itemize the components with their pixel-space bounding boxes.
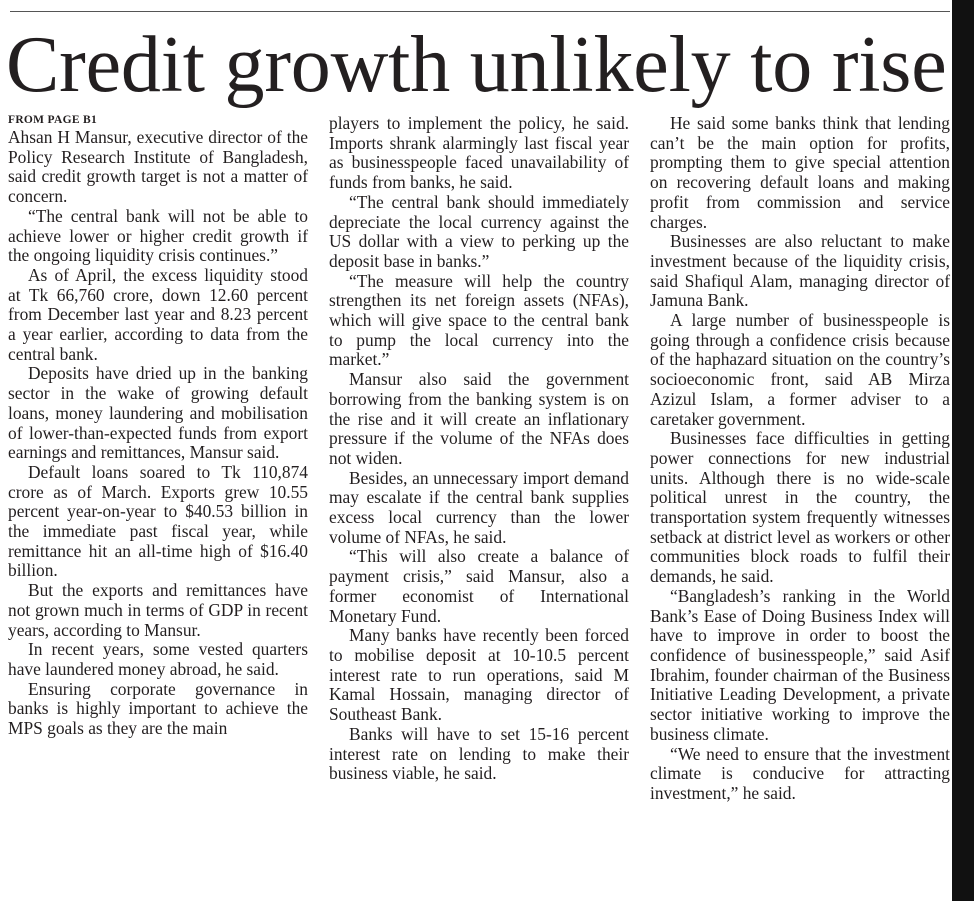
paragraph: Ensuring corporate governance in banks is highly important to achieve the MPS goals as they are the main: [8, 678, 308, 739]
paragraph: Businesses face difficulties in getting power connections for new industrial units. Although there is no wide-scale political unrest in the country, the transportation system frequently witnesses setback at district level as workers or other communities block roads to fulfil their demands, he said.: [650, 428, 950, 587]
kicker: FROM PAGE B1: [8, 114, 97, 126]
paragraph: Ahsan H Mansur, executive director of the Policy Research Institute of Bangladesh, said credit growth target is not a matter of concern.: [8, 127, 308, 207]
right-edge-bar: [952, 0, 974, 901]
paragraph: “The central bank should immediately depreciate the local currency against the US dollar with a view to perking up the deposit base in banks.”: [329, 191, 629, 271]
paragraph: A large number of businesspeople is going through a confidence crisis because of the haphazard situation on the country’s socioeconomic front, said AB Mirza Azizul Islam, a former adviser to a caretaker government.: [650, 310, 950, 429]
article-column-3: [650, 114, 950, 804]
paragraph: Mansur also said the government borrowing from the banking system is on the rise and it will create an inflationary pressure if the volume of the NFAs does not widen.: [329, 369, 629, 468]
paragraph: Besides, an unnecessary import demand may escalate if the central bank supplies excess local currency than the lower volume of NFAs, he said.: [329, 467, 629, 547]
paragraph: Deposits have dried up in the banking sector in the wake of growing default loans, money laundering and mobilisation of lower-than-expected funds from export earnings and remittances, Mansur said.: [8, 363, 308, 463]
paragraph: But the exports and remittances have not grown much in terms of GDP in recent years, according to Mansur.: [8, 580, 308, 640]
paragraph: As of April, the excess liquidity stood at Tk 66,760 crore, down 12.60 percent from December last year and 8.23 percent a year earlier, according to data from the central bank.: [8, 264, 308, 364]
paragraph: He said some banks think that lending can’t be the main option for profits, prompting them to give special attention on recovering default loans and making profit from commission and service charges.: [650, 113, 950, 232]
paragraph: “The central bank will not be able to achieve lower or higher credit growth if the ongoing liquidity crisis continues.”: [8, 205, 308, 266]
top-rule: [10, 11, 950, 12]
paragraph: Banks will have to set 15-16 percent interest rate on lending to make their business viable, he said.: [329, 723, 629, 784]
paragraph: “The measure will help the country strengthen its net foreign assets (NFAs), which will give space to the central bank to pump the local currency into the market.”: [329, 270, 629, 370]
paragraph: In recent years, some vested quarters have laundered money abroad, he said.: [8, 639, 308, 679]
paragraph: players to implement the policy, he said. Imports shrank alarmingly last fiscal year as businesspeople faced unavailability of funds from banks, he said.: [329, 113, 629, 193]
headline: Credit growth unlikely to rise: [6, 21, 947, 109]
paragraph: Businesses are also reluctant to make investment because of the liquidity crisis, said Shafiqul Alam, managing director of Jamuna Bank.: [650, 231, 950, 311]
article-column-1: [8, 114, 308, 739]
paragraph: “Bangladesh’s ranking in the World Bank’s Ease of Doing Business Index will have to improve in order to boost the confidence of businesspeople,” said Asif Ibrahim, founder chairman of the Business Initiative Leading Development, a private sector initiative working to improve the business climate.: [650, 585, 950, 744]
paragraph: “This will also create a balance of payment crisis,” said Mansur, also a former economist of International Monetary Fund.: [329, 546, 629, 626]
paragraph: Default loans soared to Tk 110,874 crore as of March. Exports grew 10.55 percent year-on-year to $40.53 billion in the immediate past fiscal year, while remittance hit an all-time high of $16.40 billion.: [8, 461, 308, 581]
paragraph: “We need to ensure that the investment climate is conducive for attracting investment,” he said.: [650, 743, 950, 803]
paragraph: Many banks have recently been forced to mobilise deposit at 10-10.5 percent interest rate to run operations, said M Kamal Hossain, managing director of Southeast Bank.: [329, 625, 629, 725]
article-column-2: [329, 114, 629, 784]
